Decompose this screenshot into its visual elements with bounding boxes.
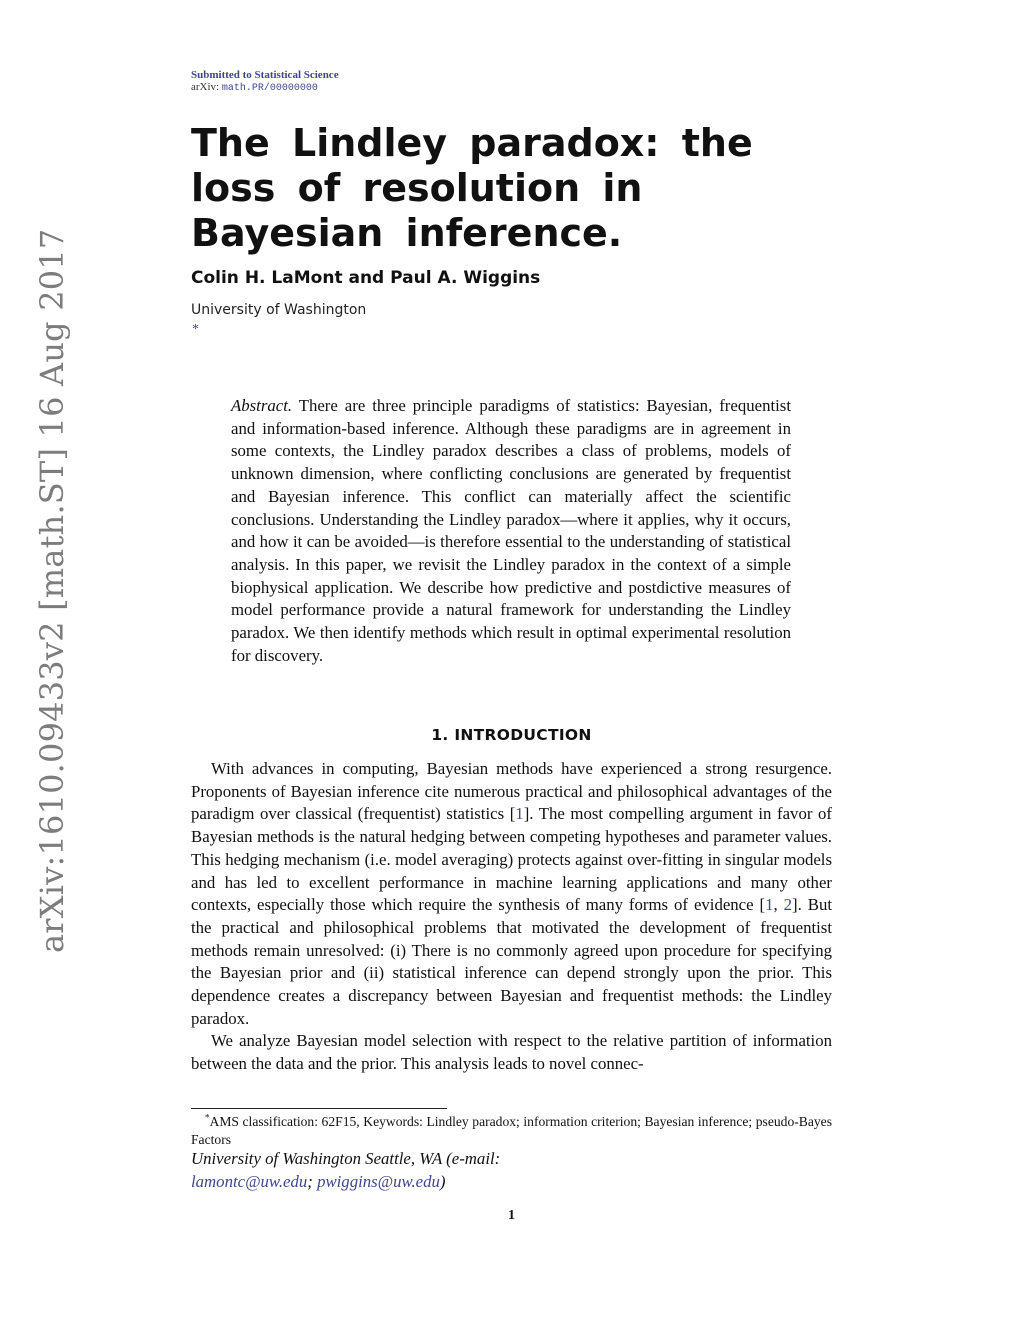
- paper-authors: Colin H. LaMont and Paul A. Wiggins: [191, 268, 541, 288]
- citation-link-1[interactable]: 1: [515, 804, 524, 824]
- arxiv-side-identifier: arXiv:1610.09433v2 [math.ST] 16 Aug 2017: [33, 228, 71, 953]
- email-link-lamont[interactable]: lamontc@uw.edu: [191, 1171, 308, 1191]
- abstract: [231, 395, 791, 667]
- contact-closing: ): [439, 1171, 446, 1191]
- page-number: 1: [508, 1208, 515, 1223]
- paragraph-text: ]. But the practical and philosophical problems that motivated the development of frequentist methods remain unresolved: (i) There is no commonly agreed upon procedure for specifying the Bayesian prior and (ii) statistical inference can depend strongly upon the prior. This dependence creates a discrepancy between Bayesian and frequentist methods: the Lindley paradox.: [191, 895, 833, 1028]
- email-separator: ;: [307, 1171, 318, 1191]
- footnote-text: AMS classification: 62F15, Keywords: Lindley paradox; information criterion; Bayesian inference; pseudo-Bayes Factors: [191, 1114, 832, 1147]
- citation-link-1[interactable]: 1: [765, 895, 774, 915]
- journal-name: Submitted to Statistical Science: [191, 69, 339, 81]
- arxiv-code-link[interactable]: math.PR/00000000: [221, 83, 318, 94]
- affiliation-footnote-marker[interactable]: *: [192, 322, 199, 337]
- contact-emails: [191, 1171, 832, 1194]
- paper-title: The Lindley paradox: the loss of resolution in Bayesian inference.: [191, 121, 753, 255]
- footnote: [191, 1113, 832, 1149]
- paragraph-text: With advances in computing, Bayesian methods have experienced a strong resurgence. Proponents of Bayesian inference cite numerous practical and philosophical advantages of the paradigm over classical (frequentist) statistics [: [191, 759, 832, 824]
- citation-separator: ,: [773, 895, 784, 915]
- email-link-wiggins[interactable]: pwiggins@uw.edu: [317, 1171, 440, 1191]
- footnote-divider: [191, 1108, 447, 1109]
- paper-affiliation: University of Washington: [191, 302, 367, 318]
- introduction-body: [191, 758, 832, 1076]
- contact-address: University of Washington Seattle, WA (e-mail:: [191, 1149, 501, 1168]
- footnote-marker: *: [205, 1112, 210, 1123]
- abstract-text: There are three principle paradigms of statistics: Bayesian, frequentist and information-based inference. Although these paradigms are in agreement in some contexts, the Lindley paradox describes a class of problems, models of unknown dimension, where conflicting conclusions are generated by frequentist and Bayesian inference. This conflict can materially affect the scientific conclusions. Understanding the Lindley paradox—where it applies, why it occurs, and how it can be avoided—is therefore essential to the understanding of statistical analysis. In this paper, we revisit the Lindley paradox in the context of a simple biophysical application. We describe how predictive and postdictive measures of model performance provide a natural framework for understanding the Lindley paradox. We then identify methods which result in optimal experimental resolution for discovery.: [231, 396, 791, 665]
- introduction-paragraph-1: [191, 758, 832, 1030]
- section-heading-introduction: 1. INTRODUCTION: [431, 726, 592, 744]
- arxiv-prefix: arXiv:: [191, 81, 222, 93]
- contact-info: [191, 1148, 832, 1193]
- abstract-label: Abstract.: [231, 396, 293, 415]
- introduction-paragraph-2: We analyze Bayesian model selection with respect to the relative partition of information between the data and the prior. This analysis leads to novel connec-: [191, 1031, 832, 1074]
- arxiv-line: [191, 81, 339, 95]
- paragraph-text: ]. The most compelling argument in favor of Bayesian methods is the natural hedging between competing hypotheses and parameter values. This hedging mechanism (i.e. model averaging) protects against over-fitting in singular models and has led to excellent performance in machine learning applications and many other contexts, especially those which require the synthesis of many forms of evidence [: [191, 804, 832, 915]
- citation-link-2[interactable]: 2: [783, 895, 793, 915]
- header-meta: [191, 69, 339, 95]
